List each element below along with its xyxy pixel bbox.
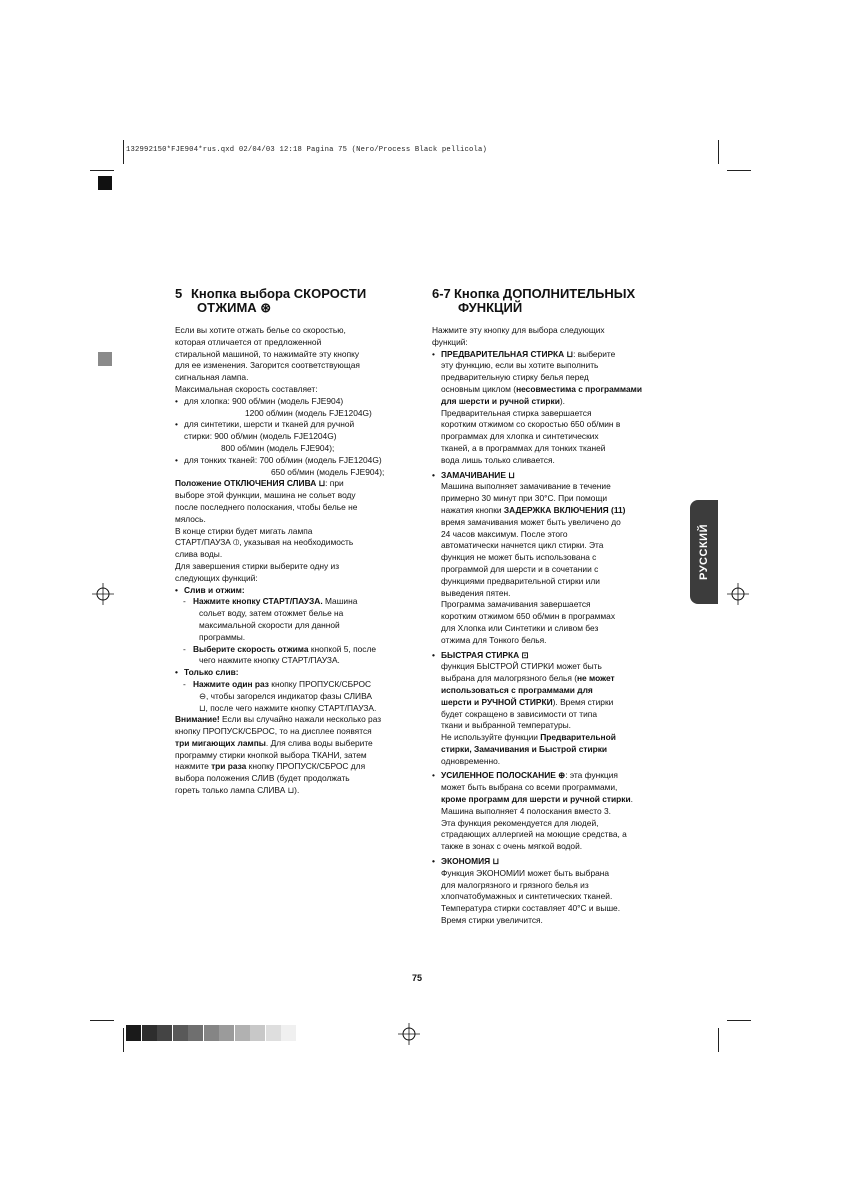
slug-line: 132992150*FJE904*rus.qxd 02/04/03 12:18 Pagina 75 (Nero/Process Black pellicola) — [126, 146, 488, 154]
text-line: страдающих аллергией на моющие средства, а — [441, 829, 627, 840]
text-line: кнопку ПРОПУСК/СБРОС, то на дисплее появятся — [175, 726, 372, 737]
text-line: хлопчатобумажных и синтетических тканей. — [441, 891, 613, 902]
text-line: СТАРТ/ПАУЗА ⦶, указывая на необходимость — [175, 537, 354, 548]
text-line: Для завершения стирки выберите одну из — [175, 560, 340, 571]
text-line: Машина выполняет 4 полоскания вместо 3. — [441, 805, 611, 816]
text-line: выборе этой функции, машина не сольет воду — [175, 490, 356, 501]
text-line: автоматически начнется цикл стирки. Эта — [441, 540, 604, 551]
text-line: программах для хлопка и синтетических — [441, 431, 599, 442]
text-line: для Хлопка или Синтетики и сливом без — [441, 622, 599, 633]
calibration-swatch — [219, 1025, 234, 1041]
text-line: сигнальная лампа. — [175, 372, 249, 383]
crop-mark-bottom-left-v — [123, 1028, 124, 1052]
color-square-gray — [98, 352, 112, 366]
text-line: чего нажмите кнопку СТАРТ/ПАУЗА. — [199, 655, 340, 666]
text-line: 650 об/мин (модель FJE904); — [271, 466, 385, 477]
list-item: • ЗАМАЧИВАНИЕ ⊔ — [432, 470, 672, 482]
list-item: - Выберите скорость отжима кнопкой 5, после — [175, 644, 415, 656]
text-line: примерно 30 минут при 30°С. При помощи — [441, 493, 608, 504]
calibration-swatch — [173, 1025, 188, 1041]
text-line: функция БЫСТРОЙ СТИРКИ может быть — [441, 661, 602, 672]
section-heading-extra-functions: 6-7 Кнопка ДОПОЛНИТЕЛЬНЫХ ФУНКЦИЙ — [432, 286, 636, 315]
text-line: следующих функций: — [175, 572, 258, 583]
text-line: использоваться с программами для — [441, 684, 593, 695]
text-line: стирки: 900 об/мин (модель FJE1204G) — [184, 431, 337, 442]
registration-mark-left — [92, 583, 114, 605]
list-item: • БЫСТРАЯ СТИРКА ⊡ — [432, 650, 672, 662]
text-line: Внимание! Если вы случайно нажали несколько раз — [175, 714, 382, 725]
text-line: 1200 об/мин (модель FJE1204G) — [245, 407, 372, 418]
text-line: функций: — [432, 336, 468, 347]
text-line: после последнего полоскания, чтобы белье не — [175, 501, 358, 512]
calibration-swatch — [281, 1025, 296, 1041]
text-line: предварительную стирку белья перед — [441, 372, 589, 383]
list-item: • УСИЛЕННОЕ ПОЛОСКАНИЕ ⊕: эта функция — [432, 770, 672, 782]
text-line: коротким отжимом со скоростью 650 об/мин в — [441, 419, 621, 430]
crop-mark-bottom-right-h — [727, 1020, 751, 1021]
text-line: выбрана для малогрязного белья (не может — [441, 673, 615, 684]
language-tab-label: РУССКИЙ — [698, 524, 710, 580]
text-line: Нажмите эту кнопку для выбора следующих — [432, 325, 605, 335]
text-line: кроме программ для шерсти и ручной стирки. — [441, 794, 633, 805]
calibration-swatch — [157, 1025, 172, 1041]
text-line: основным циклом (несовместима с программами — [441, 383, 643, 394]
calibration-swatch — [204, 1025, 219, 1041]
text-line: выбора положения СЛИВ (будет продолжать — [175, 773, 350, 784]
crop-mark-bottom-right-v — [718, 1028, 719, 1052]
crop-mark-top-right-h — [727, 170, 751, 171]
text-line: ⊖, чтобы загорелся индикатор фазы СЛИВА — [199, 690, 372, 701]
text-line: 24 часов максимум. После этого — [441, 528, 568, 539]
calibration-swatch — [235, 1025, 250, 1041]
text-line: которая отличается от предложенной — [175, 336, 322, 347]
text-line: три мигающих лампы. Для слива воды выберите — [175, 737, 373, 748]
text-line: функция не может быть использована с — [441, 552, 597, 563]
text-line: шерсти и РУЧНОЙ СТИРКИ). Время стирки — [441, 696, 614, 707]
crop-mark-top-left-v — [123, 140, 124, 164]
text-line: Эта функция рекомендуется для людей, — [441, 817, 599, 828]
text-line: Предварительная стирка завершается — [441, 407, 592, 418]
text-line: Время стирки увеличится. — [441, 915, 543, 926]
text-line: стирки, Замачивания и Быстрой стирки — [441, 743, 608, 754]
list-item: • Слив и отжим: — [175, 585, 415, 597]
crop-mark-top-right-v — [718, 140, 719, 164]
text-line: Если вы хотите отжать белье со скоростью, — [175, 325, 346, 335]
color-square-black — [98, 176, 112, 190]
text-line: Функция ЭКОНОМИИ может быть выбрана — [441, 867, 610, 878]
text-line: гореть только лампа СЛИВА ⊔). — [175, 785, 300, 796]
list-item: • ЭКОНОМИЯ ⊔ — [432, 856, 672, 868]
list-item: • для тонких тканей: 700 об/мин (модель FJE1204G) — [175, 455, 415, 467]
calibration-swatch — [188, 1025, 203, 1041]
text-line: В конце стирки будет мигать лампа — [175, 525, 313, 536]
text-line: коротким отжимом 650 об/мин в программах — [441, 611, 616, 622]
text-line: одновременно. — [441, 755, 501, 766]
text-line: Машина выполняет замачивание в течение — [441, 481, 611, 492]
text-line: эту функцию, если вы хотите выполнить — [441, 360, 599, 371]
registration-mark-right — [727, 583, 749, 605]
text-line: Максимальная скорость составляет: — [175, 383, 318, 394]
right-column — [432, 287, 672, 927]
text-line: стиральной машиной, то нажимайте эту кнопку — [175, 348, 360, 359]
text-line: также в зонах с очень мягкой водой. — [441, 841, 583, 852]
text-line: ткани и выбранной температуры. — [441, 720, 571, 731]
text-line: программы. — [199, 631, 246, 642]
text-line: Не используйте функции Предварительной — [441, 732, 616, 743]
text-line: слива воды. — [175, 549, 223, 560]
calibration-swatch — [126, 1025, 141, 1041]
calibration-swatch — [266, 1025, 281, 1041]
left-column — [175, 287, 415, 797]
crop-mark-top-left-h — [90, 170, 114, 171]
text-line: нажатия кнопки ЗАДЕРЖКА ВКЛЮЧЕНИЯ (11) — [441, 504, 626, 515]
language-tab — [690, 500, 718, 604]
text-line: программой для шерсти и в сочетании с — [441, 563, 599, 574]
list-item: • Только слив: — [175, 667, 415, 679]
text-line: программу стирки кнопкой выбора ТКАНИ, затем — [175, 749, 367, 760]
text-line: может быть выбрана со всеми программами, — [441, 782, 618, 793]
text-line: время замачивания может быть увеличено до — [441, 516, 621, 527]
text-line: для ее изменения. Загорится соответствующая — [175, 360, 360, 371]
calibration-swatch — [250, 1025, 265, 1041]
text-line: 800 об/мин (модель FJE904); — [221, 442, 335, 453]
text-line: тканей, а в программах для тонких тканей — [441, 442, 606, 453]
text-line: мялось. — [175, 513, 206, 524]
list-item: • для хлопка: 900 об/мин (модель FJE904) — [175, 396, 415, 408]
text-line: Температура стирки составляет 40°С и выше. — [441, 903, 621, 914]
text-line: нажмите три раза кнопку ПРОПУСК/СБРОС для — [175, 761, 366, 772]
text-line: для шерсти и ручной стирки). — [441, 395, 565, 406]
text-line: ⊔, после чего нажмите кнопку СТАРТ/ПАУЗА. — [199, 702, 377, 713]
text-line: для малогрязного и грязного белья из — [441, 879, 589, 890]
list-item: - Нажмите один раз кнопку ПРОПУСК/СБРОС — [175, 679, 415, 691]
section-heading-spin-speed: 5 Кнопка выбора СКОРОСТИ ОТЖИМА ⊛ — [175, 286, 367, 315]
text-line: вода лишь только сливается. — [441, 454, 555, 465]
text-line: Положение ОТКЛЮЧЕНИЯ СЛИВА ⊔: при — [175, 478, 344, 489]
registration-mark-bottom — [398, 1023, 420, 1045]
list-item: • для синтетики, шерсти и тканей для ручной — [175, 419, 415, 431]
text-line: Программа замачивания завершается — [441, 599, 591, 610]
text-line: сольет воду, затем отожмет белье на — [199, 608, 344, 619]
text-line: выведения пятен. — [441, 587, 511, 598]
calibration-swatch — [142, 1025, 157, 1041]
text-line: отжима для Тонкого белья. — [441, 634, 547, 645]
list-item: • ПРЕДВАРИТЕЛЬНАЯ СТИРКА ⊔: выберите — [432, 349, 672, 361]
page-number: 75 — [412, 973, 423, 983]
list-item: - Нажмите кнопку СТАРТ/ПАУЗА. Машина — [175, 596, 415, 608]
text-line: будет сокращено в зависимости от типа — [441, 708, 597, 719]
text-line: функциями предварительной стирки или — [441, 575, 600, 586]
text-line: максимальной скорости для данной — [199, 619, 340, 630]
crop-mark-bottom-left-h — [90, 1020, 114, 1021]
